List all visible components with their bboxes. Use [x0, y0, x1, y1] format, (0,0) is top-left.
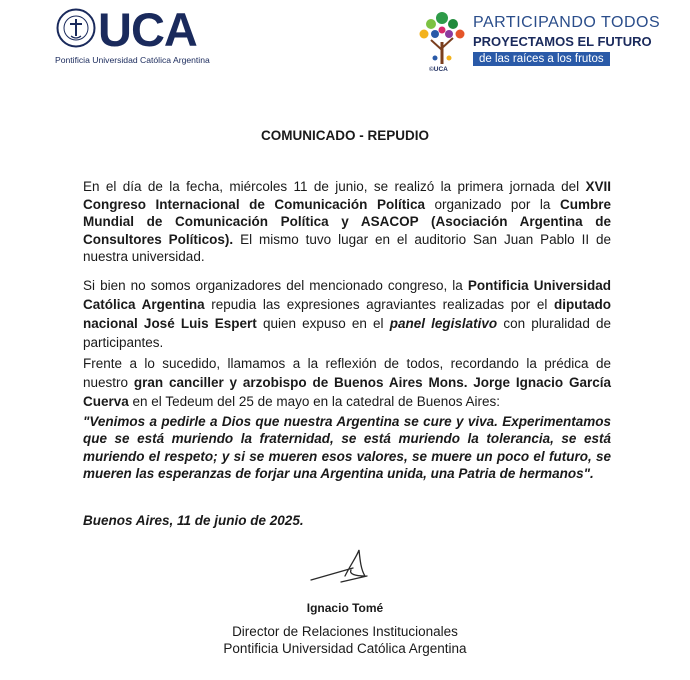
p2-bold-1: Pontificia Universidad Católica Argentina: [83, 277, 611, 312]
p1-text-3: El mismo tuvo lugar en el auditorio San Juan Pablo II de nuestra universidad.: [83, 231, 611, 264]
p2-text-3: quien expuso en el: [256, 315, 390, 331]
p2-text-4: con pluralidad de participantes.: [83, 315, 612, 350]
p2-bold-2: diputado nacional José Luis Espert: [83, 296, 611, 331]
uca-wordmark: UCA: [98, 3, 197, 56]
p3-text-2: en el Tedeum del 25 de mayo en la catedral de Buenos Aires:: [128, 393, 501, 409]
handwritten-signature: [305, 546, 375, 586]
p3-text-1: Frente a lo sucedido, llamamos a la reflexión de todos, recordando la prédica de nuestro: [83, 355, 611, 390]
p2-text-2: repudia las expresiones agraviantes realizadas por el: [204, 296, 554, 312]
signer-institution: Pontificia Universidad Católica Argentina: [223, 641, 467, 656]
tree-of-people-icon: [415, 6, 469, 72]
p1-text-2: organizado por la: [424, 196, 560, 212]
p2-text-1: Si bien no somos organizadores del mencionado congreso, la: [83, 277, 468, 293]
p1-bold-2: Cumbre Mundial de Comunicación Política y ASACOP (Asociación Argentina de Consultores Políticos).: [83, 196, 611, 247]
document-title: COMUNICADO - REPUDIO: [261, 128, 429, 143]
campaign-line-2: PROYECTAMOS EL FUTURO: [473, 34, 652, 49]
date-line: Buenos Aires, 11 de junio de 2025.: [83, 513, 304, 528]
campaign-logo: [415, 6, 661, 78]
paragraph-1: [83, 178, 611, 266]
document-body: [83, 178, 611, 483]
p3-bold-1: gran canciller y arzobispo de Buenos Aires Mons. Jorge Ignacio García Cuerva: [83, 374, 611, 409]
signer-name: Ignacio Tomé: [306, 601, 384, 615]
letterhead: [0, 0, 690, 80]
paragraph-2: [83, 276, 611, 352]
uca-seal-icon: [56, 8, 96, 48]
signer-role: Director de Relaciones Institucionales: [232, 624, 458, 639]
uca-logo: [52, 3, 222, 70]
campaign-line-1: PARTICIPANDO TODOS: [473, 14, 661, 31]
uca-subtitle: Pontificia Universidad Católica Argentina: [55, 55, 210, 65]
p2-bold-italic-1: panel legislativo: [389, 315, 498, 331]
tree-caption: ©UCA: [429, 66, 448, 73]
campaign-line-3: de las raíces a los frutos: [473, 52, 610, 66]
p1-bold-1: XVII Congreso Internacional de Comunicación Política: [83, 179, 611, 212]
paragraph-3: [83, 354, 611, 411]
quote: "Venimos a pedirle a Dios que nuestra Argentina se cure y viva. Experimentamos que se está muriendo la fraternidad, se está muriendo la tolerancia, se está muriendo el respeto; y si se mueren esos valores, se muere un poco el futuro, se mueren las esperanzas de forjar una Argentina unida, una Patria de hermanos".: [83, 413, 611, 481]
p1-text-1: En el día de la fecha, miércoles 11 de junio, se realizó la primera jornada del: [83, 179, 586, 194]
